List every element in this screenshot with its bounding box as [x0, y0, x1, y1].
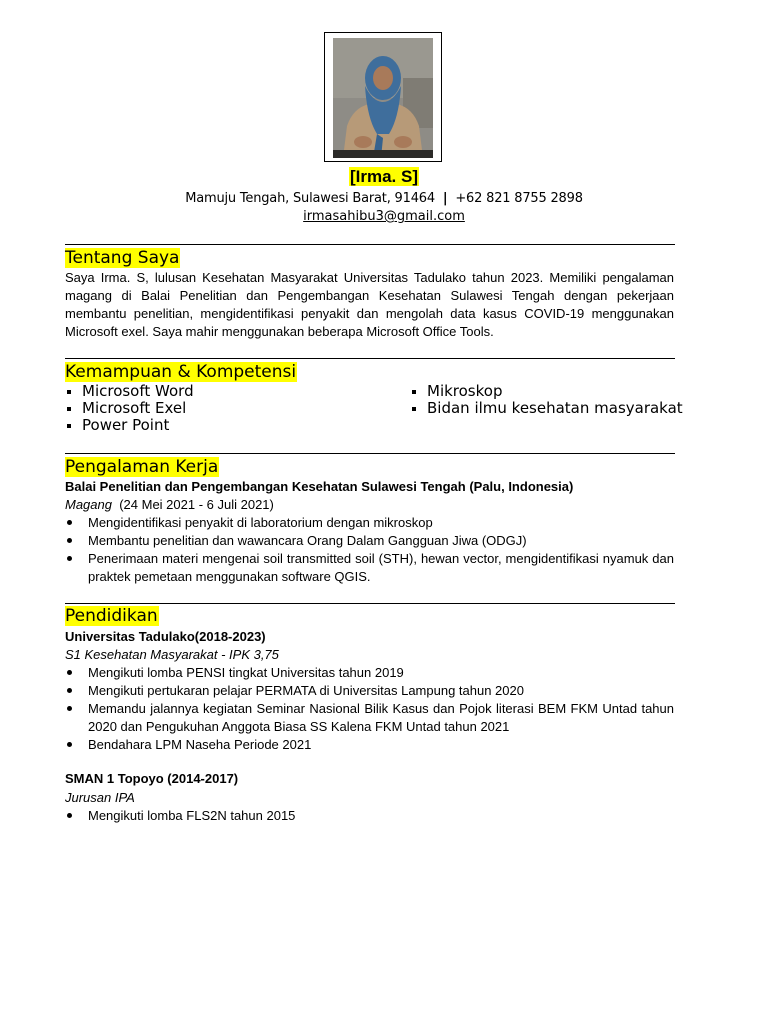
section-heading-about-text: Tentang Saya	[65, 248, 180, 268]
section-heading-about	[65, 248, 180, 269]
candidate-name	[0, 166, 768, 188]
section-heading-education	[65, 606, 159, 627]
education-school-name: SMAN 1 Topoyo (2014-2017)	[65, 771, 239, 786]
section-divider	[65, 244, 675, 245]
education-school-name: Universitas Tadulako(2018-2023)	[65, 629, 266, 644]
skill-item: Microsoft Exel	[65, 400, 194, 417]
education-major	[65, 646, 279, 663]
education-major-text: Jurusan IPA	[65, 790, 135, 805]
skills-list-right	[410, 383, 683, 417]
skill-item: Bidan ilmu kesehatan masyarakat	[410, 400, 683, 417]
contact-separator: |	[442, 191, 448, 206]
list-item: Memandu jalannya kegiatan Seminar Nasional Bilik Kasus dan Pojok literasi BEM FKM Untad tahun 2020 dan Pengukuhan Anggota Biasa SS Kalena FKM Untad tahun 2021	[65, 700, 674, 736]
section-heading-experience	[65, 457, 219, 478]
education-bullets	[65, 664, 674, 754]
list-item: Membantu penelitian dan wawancara Orang Dalam Gangguan Jiwa (ODGJ)	[65, 532, 674, 550]
email-link[interactable]: irmasahibu3@gmail.com	[303, 209, 465, 224]
list-item: Mengikuti pertukaran pelajar PERMATA di Universitas Lampung tahun 2020	[65, 682, 674, 700]
education-major-text: S1 Kesehatan Masyarakat - IPK 3,75	[65, 647, 279, 662]
list-item: Mengidentifikasi penyakit di laboratorium dengan mikroskop	[65, 514, 674, 532]
list-item: Mengikuti lomba FLS2N tahun 2015	[65, 807, 674, 825]
section-divider	[65, 603, 675, 604]
about-text: Saya Irma. S, lulusan Kesehatan Masyarakat Universitas Tadulako tahun 2023. Memiliki pengalaman magang di Balai Penelitian dan Pengembangan Kesehatan Sulawesi Tengah dengan pekerjaan membantu penelitian, mengidentifikasi penyakit dan mengolah data kasus COVID-19 menggunakan Microsoft exel. Saya mahir menggunakan beberapa Microsoft Office Tools.	[65, 270, 674, 339]
skills-list-left	[65, 383, 194, 434]
section-heading-skills	[65, 362, 297, 383]
experience-role-title: Magang	[65, 497, 112, 512]
experience-organization: Balai Penelitian dan Pengembangan Kesehatan Sulawesi Tengah (Palu, Indonesia)	[65, 479, 574, 494]
candidate-name-text: [Irma. S]	[349, 167, 419, 186]
skill-item: Microsoft Word	[65, 383, 194, 400]
section-heading-experience-text: Pengalaman Kerja	[65, 457, 219, 477]
education-major	[65, 789, 135, 806]
education-bullets	[65, 807, 674, 825]
experience-period: (24 Mei 2021 - 6 Juli 2021)	[119, 497, 274, 512]
section-divider	[65, 358, 675, 359]
list-item: Mengikuti lomba PENSI tingkat Universitas tahun 2019	[65, 664, 674, 682]
profile-photo	[333, 38, 433, 158]
section-heading-education-text: Pendidikan	[65, 606, 158, 626]
contact-address: Mamuju Tengah, Sulawesi Barat, 91464	[185, 191, 435, 206]
contact-line	[0, 190, 768, 208]
section-heading-skills-text: Kemampuan & Kompetensi	[65, 362, 297, 382]
section-divider	[65, 453, 675, 454]
contact-email	[0, 208, 768, 226]
experience-bullets	[65, 514, 674, 586]
experience-role	[65, 496, 274, 513]
contact-phone: +62 821 8755 2898	[455, 191, 583, 206]
about-paragraph	[65, 269, 674, 341]
list-item: Bendahara LPM Naseha Periode 2021	[65, 736, 674, 754]
list-item: Penerimaan materi mengenai soil transmitted soil (STH), hewan vector, mengidentifikasi nyamuk dan praktek pemetaan menggunakan software QGIS.	[65, 550, 674, 586]
skill-item: Mikroskop	[410, 383, 683, 400]
profile-photo-frame	[324, 32, 442, 162]
skill-item: Power Point	[65, 417, 194, 434]
